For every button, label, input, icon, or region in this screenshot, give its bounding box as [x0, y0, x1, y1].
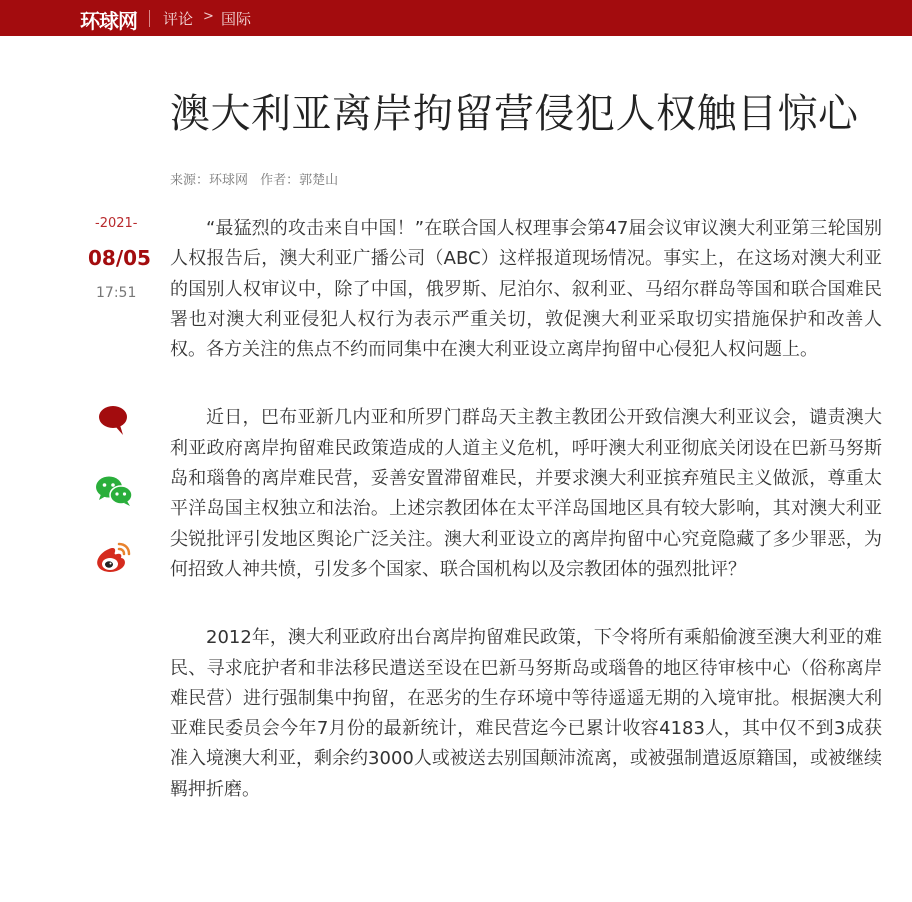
site-logo[interactable]: 环球网	[80, 9, 137, 33]
top-navbar	[0, 0, 912, 36]
breadcrumb-separator: >	[203, 9, 214, 24]
article-body	[170, 214, 882, 843]
comment-icon[interactable]	[97, 404, 129, 440]
article-title: 澳大利亚离岸拘留营侵犯人权触目惊心	[170, 91, 859, 137]
weibo-icon[interactable]	[95, 540, 131, 580]
breadcrumb-comment[interactable]: 评论	[163, 10, 194, 28]
publish-year: -2021-	[95, 216, 138, 231]
article-meta	[170, 169, 346, 188]
publish-time: 17:51	[96, 285, 137, 301]
article-source: 来源：环球网	[170, 173, 249, 188]
article-paragraph-2: 近日，巴布亚新几内亚和所罗门群岛天主教主教团公开致信澳大利亚议会，谴责澳大利亚政府离岸拘留难民政策造成的人道主义危机，呼吁澳大利亚彻底关闭设在巴新马努斯岛和瑙鲁的离岸难民营，妥善安置滞留难民，并要求澳大利亚摈弃殖民主义做派，尊重太平洋岛国主权独立和法治。上述宗教团体在太平洋岛国地区具有较大影响，其对澳大利亚尖锐批评引发地区舆论广泛关注。澳大利亚设立的离岸拘留中心究竟隐藏了多少罪恶，为何招致人神共愤，引发多个国家、联合国机构以及宗教团体的强烈批评？	[170, 407, 882, 580]
logo-divider	[149, 10, 150, 27]
article-paragraph-3: 2012年，澳大利亚政府出台离岸拘留难民政策，下令将所有乘船偷渡至澳大利亚的难民、寻求庇护者和非法移民遣送至设在巴新马努斯岛或瑙鲁的地区待审核中心（俗称离岸难民营）进行强制集中拘留，在恶劣的生存环境中等待遥遥无期的入境审批。根据澳大利亚难民委员会今年7月份的最新统计，难民营迄今已累计收容4183人，其中仅不到3成获准入境澳大利亚，剩余约3000人或被送去别国颠沛流离，或被强制遣返原籍国，或被继续羁押折磨。	[170, 627, 882, 800]
wechat-icon[interactable]	[95, 475, 133, 511]
breadcrumb-international[interactable]: 国际	[221, 10, 252, 28]
publish-date: 08/05	[88, 246, 151, 270]
article-paragraph-1: “最猛烈的攻击来自中国！”在联合国人权理事会第47届会议审议澳大利亚第三轮国别人权报告后，澳大利亚广播公司（ABC）这样报道现场情况。事实上，在这场对澳大利亚的国别人权审议中，除了中国，俄罗斯、尼泊尔、叙利亚、马绍尔群岛等国和联合国难民署也对澳大利亚侵犯人权行为表示严重关切，敦促澳大利亚采取切实措施保护和改善人权。各方关注的焦点不约而同集中在澳大利亚设立离岸拘留中心侵犯人权问题上。	[170, 218, 882, 361]
article-author: 作者：郭楚山	[260, 173, 339, 188]
